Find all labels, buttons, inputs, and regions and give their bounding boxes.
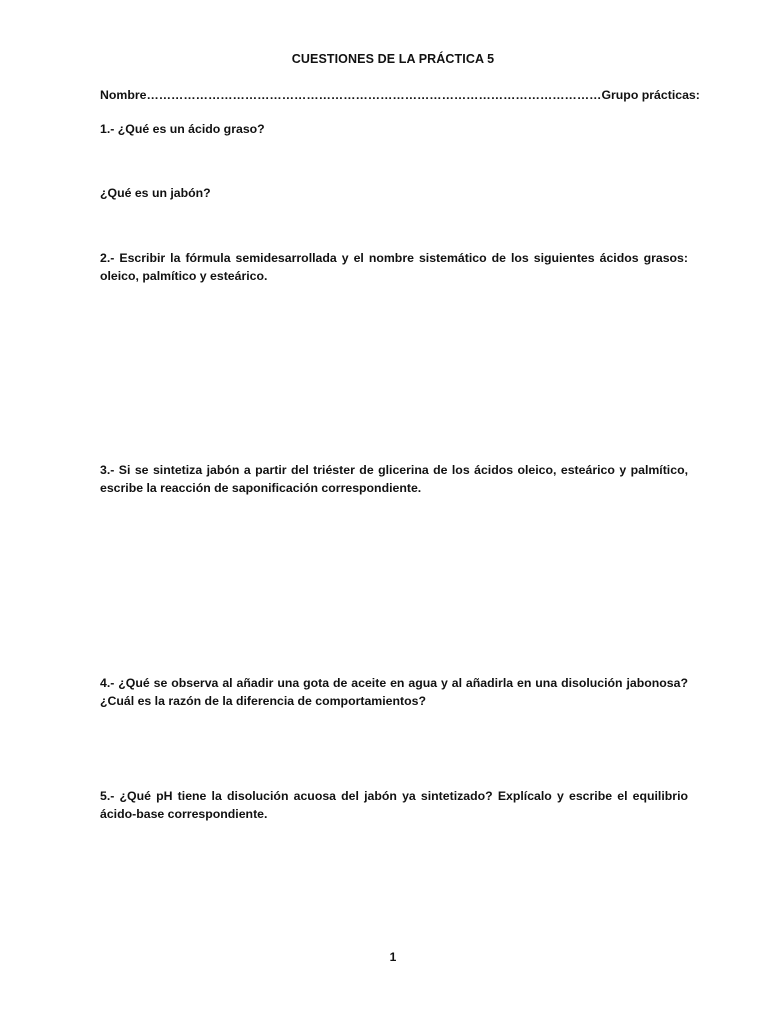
name-group-line: Nombre…………………………………………………………………………………………………Grupo prácticas: <box>100 88 700 102</box>
question-5: 5.- ¿Qué pH tiene la disolución acuosa del jabón ya sintetizado? Explícalo y escribe el equilibrio ácido-base correspondiente. <box>100 789 688 821</box>
page-number: 1 <box>389 950 397 964</box>
question-3: 3.- Si se sintetiza jabón a partir del triéster de glicerina de los ácidos oleico, esteárico y palmítico, escribe la reacción de saponificación correspondiente. <box>100 463 688 495</box>
question-1b: ¿Qué es un jabón? <box>100 186 211 200</box>
document-title: CUESTIONES DE LA PRÁCTICA 5 <box>291 52 495 66</box>
question-2: 2.- Escribir la fórmula semidesarrollada y el nombre sistemático de los siguientes ácidos grasos: oleico, palmítico y esteárico. <box>100 251 688 283</box>
question-4: 4.- ¿Qué se observa al añadir una gota de aceite en agua y al añadirla en una disolución jabonosa? ¿Cuál es la razón de la diferencia de comportamientos? <box>100 676 688 708</box>
question-1: 1.- ¿Qué es un ácido graso? <box>100 122 265 136</box>
